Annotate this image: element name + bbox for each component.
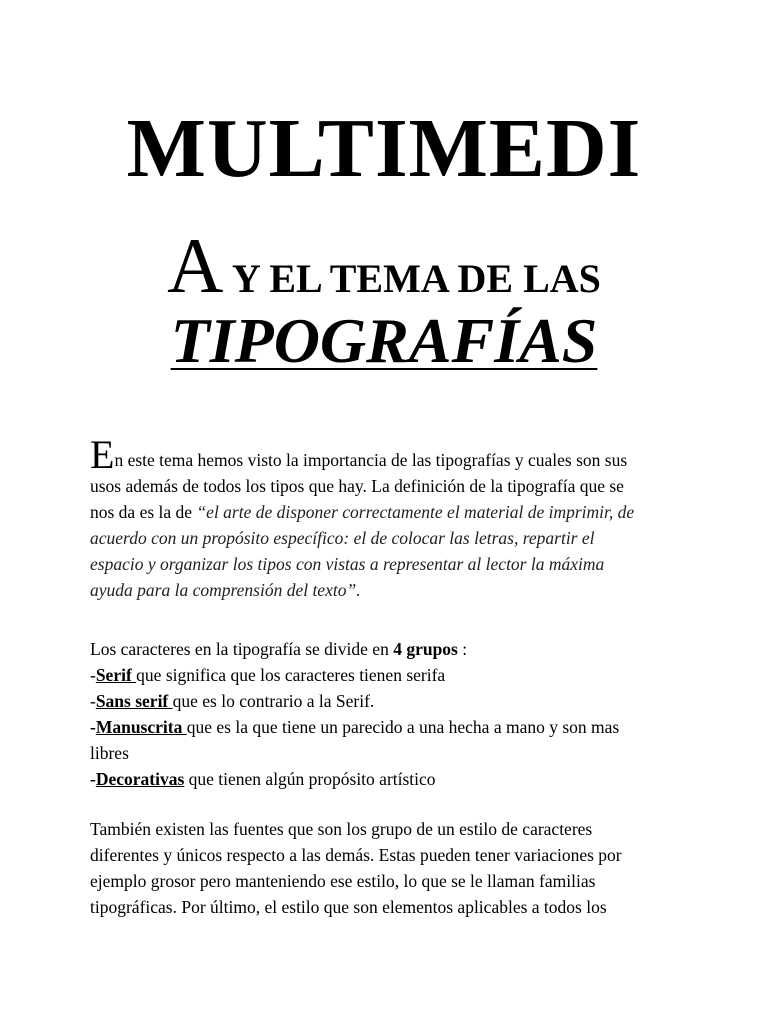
quote-text: “el arte de disponer correctamente el material de imprimir, de [196, 502, 635, 522]
paragraph-line: También existen las fuentes que son los grupo de un estilo de caracteres [90, 819, 593, 839]
item-prefix: - [90, 717, 96, 737]
item-prefix: - [90, 769, 96, 789]
item-prefix: - [90, 691, 96, 711]
paragraph-line [90, 432, 690, 477]
item-term: Serif [95, 665, 137, 685]
paragraph-fuentes [90, 816, 690, 920]
quote-line: ayuda para la comprensión del texto”. [90, 580, 361, 600]
quote-line: espacio y organizar los tipos con vistas a representar al lector la máxima [90, 554, 605, 574]
bold-text: 4 grupos [393, 639, 458, 659]
quote-line: acuerdo con un propósito específico: el de colocar las letras, repartir el [90, 528, 595, 548]
paragraph-line: ejemplo grosor pero manteniendo ese estilo, lo que se le llaman familias [90, 871, 596, 891]
item-term: Sans serif [95, 691, 173, 711]
title-subtitle: Y EL TEMA DE LAS [223, 256, 601, 301]
title-cap-letter: A [167, 222, 224, 309]
paragraph-line [90, 499, 690, 525]
title-line-1: MULTIMEDI [126, 102, 642, 195]
text-run: : [457, 639, 468, 659]
paragraph-line: usos además de todos los tipos que hay. La definición de la tipografía que se [90, 476, 624, 496]
item-desc: que es la que tiene un parecido a una hecha a mano y son mas [186, 717, 620, 737]
paragraph-line: diferentes y únicos respecto a las demás. Estas pueden tener variaciones por [90, 845, 622, 865]
drop-cap: E [90, 432, 115, 477]
paragraph-groups [90, 636, 690, 792]
paragraph-line: tipográficas. Por último, el estilo que son elementos aplicables a todos los [90, 897, 607, 917]
group-item-manuscrita [90, 714, 690, 740]
item-desc: que es lo contrario a la Serif. [172, 691, 375, 711]
paragraph-definition [90, 432, 690, 603]
text-run: Los caracteres en la tipografía se divide en [90, 639, 394, 659]
group-item-manuscrita-cont: libres [90, 743, 129, 763]
group-item-serif [90, 662, 690, 688]
group-item-sans-serif [90, 688, 690, 714]
group-item-decorativas [90, 766, 690, 792]
item-desc: que tienen algún propósito artístico [184, 769, 436, 789]
item-term: Decorativas [95, 769, 185, 789]
item-prefix: - [90, 665, 96, 685]
item-desc: que significa que los caracteres tienen serifa [136, 665, 446, 685]
title-emphasis: TIPOGRAFÍAS [170, 305, 598, 376]
text-run: n este tema hemos visto la importancia de las tipografías y cuales son sus [114, 450, 628, 470]
text-run: nos da es la de [90, 502, 197, 522]
groups-intro [90, 636, 690, 662]
item-term: Manuscrita [95, 717, 187, 737]
title-line-3 [0, 306, 768, 393]
